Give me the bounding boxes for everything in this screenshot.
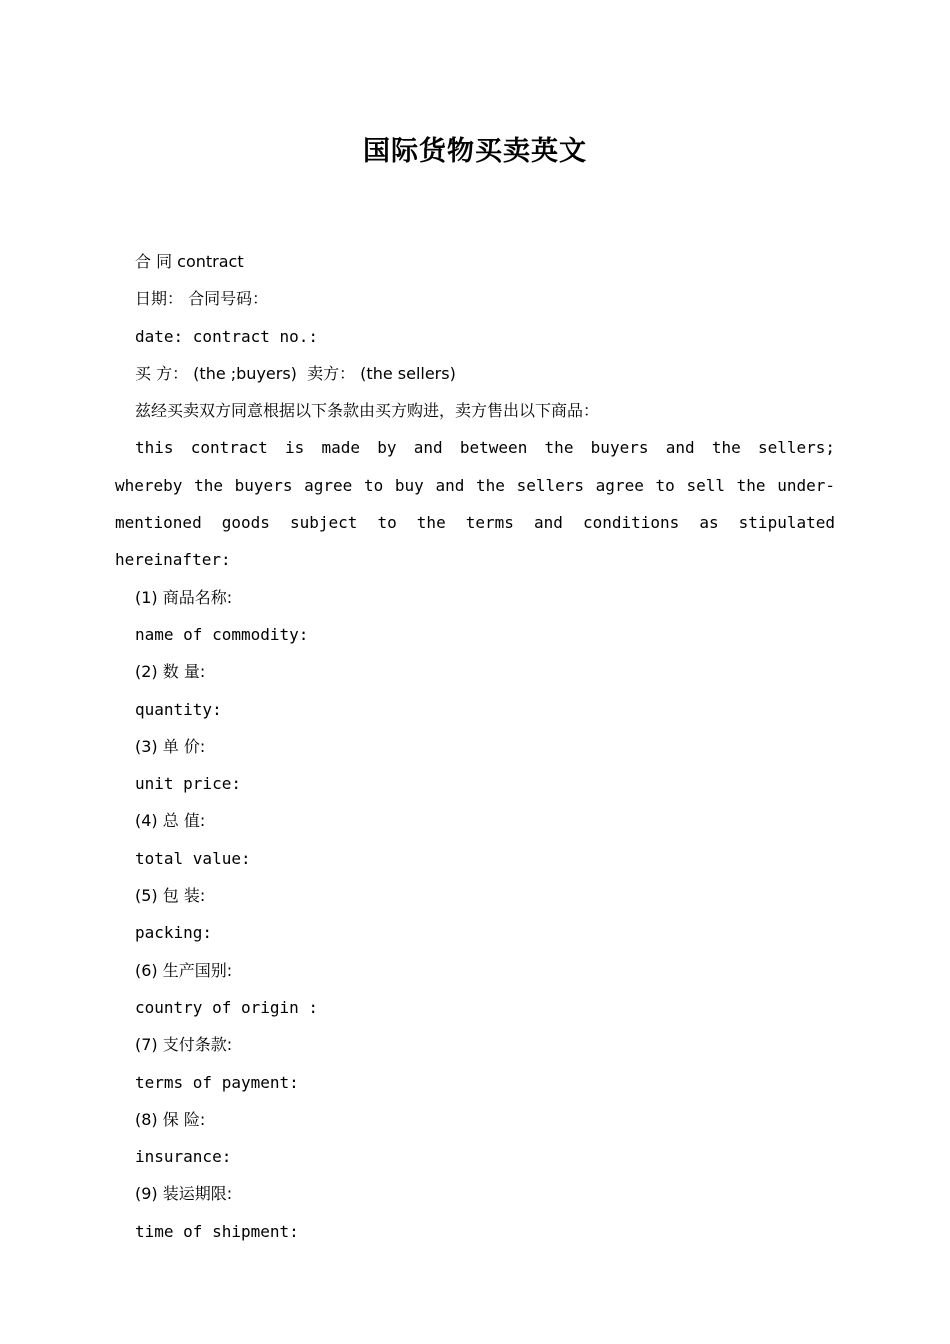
clause-9-en: time of shipment:	[135, 1221, 299, 1241]
clause-8-cn: (8) 保 险:	[135, 1109, 206, 1129]
clause-2-cn: (2) 数 量:	[135, 662, 206, 682]
clause-2-en: quantity:	[135, 699, 222, 719]
clause-9-cn: (9) 装运期限:	[135, 1184, 233, 1204]
clause-1-cn: (1) 商品名称:	[135, 587, 233, 607]
clause-4-cn: (4) 总 值:	[135, 811, 206, 831]
clause-7-en: terms of payment:	[135, 1072, 299, 1092]
clause-7-cn: (7) 支付条款:	[135, 1035, 233, 1055]
clause-5-en: packing:	[135, 923, 213, 943]
document-title: 国际货物买卖英文	[363, 136, 587, 167]
contract-heading: 合 同 contract	[135, 252, 244, 271]
clause-4-en: total value:	[135, 848, 251, 868]
clause-8-en: insurance:	[135, 1147, 232, 1167]
date-number-cn: 日期： 合同号码：	[135, 289, 269, 309]
date-number-en: date: contract no.:	[135, 326, 319, 346]
clause-3-cn: (3) 单 价:	[135, 736, 206, 756]
clause-1-en: name of commodity:	[135, 624, 309, 644]
clause-3-en: unit price:	[135, 774, 241, 794]
document-body	[115, 243, 835, 1250]
agreement-intro-en: this contract is made by and between the buyers and the sellers; whereby the buyers agree to buy and the sellers agree to sell the under-mentioned goods subject to the terms and conditions as stipulated hereinafter:	[115, 438, 835, 570]
clause-5-cn: (5) 包 装:	[135, 886, 206, 906]
clause-6-en: country of origin :	[135, 997, 319, 1017]
agreement-intro-cn: 兹经买卖双方同意根据以下条款由买方购进，卖方售出以下商品：	[135, 401, 600, 421]
buyer-seller-line: 买 方： (the ;buyers) 卖方： (the sellers)	[135, 363, 456, 383]
clause-6-cn: (6) 生产国别:	[135, 960, 233, 980]
